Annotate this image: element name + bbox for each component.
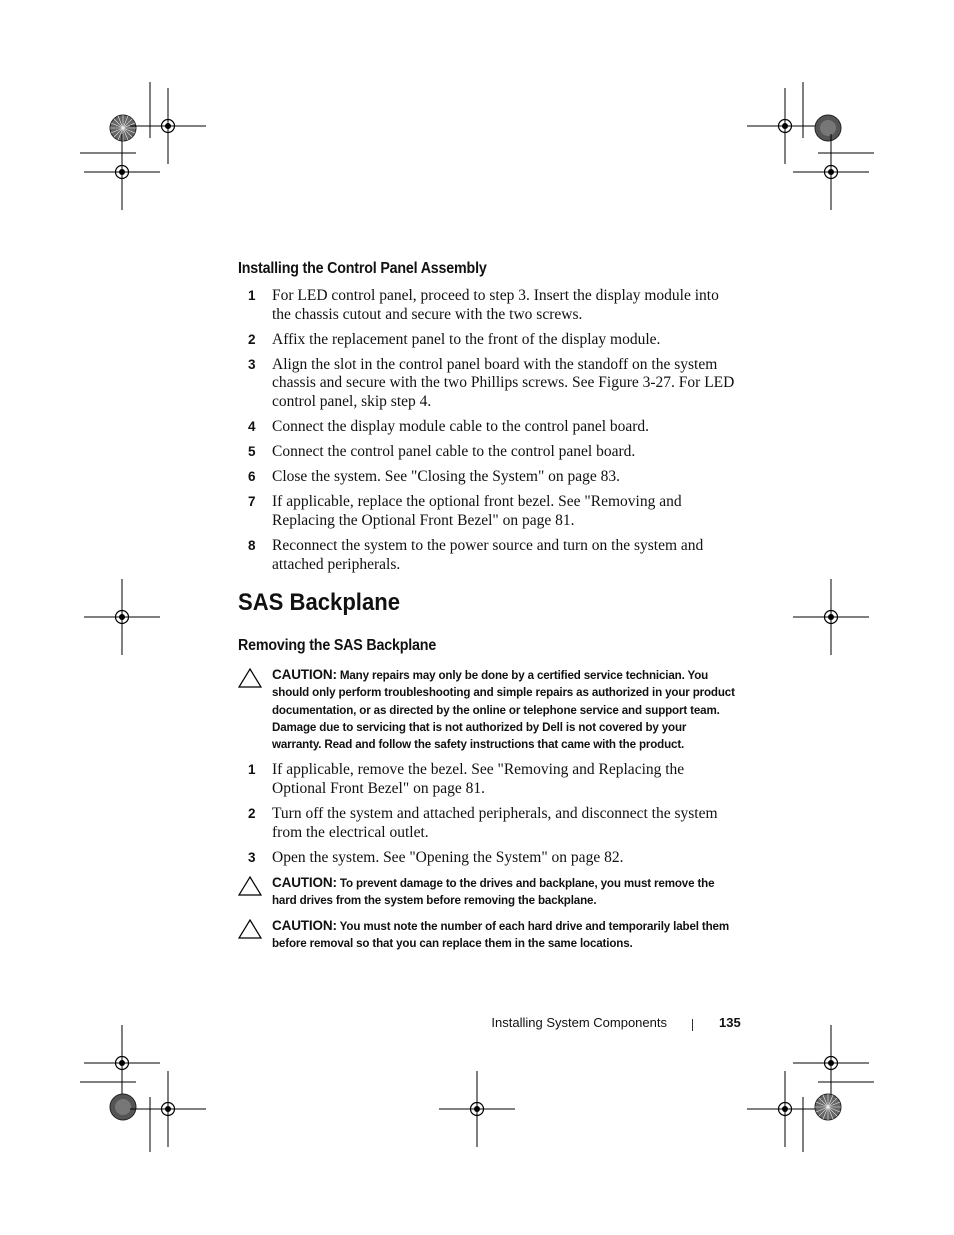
starburst-mark-icon bbox=[815, 115, 841, 141]
install-steps-list bbox=[238, 287, 738, 574]
list-item: 6 Close the system. See "Closing the System" on page 83. bbox=[248, 468, 621, 486]
starburst-mark-icon bbox=[110, 1094, 136, 1120]
footer-section-title: Installing System Components bbox=[491, 1015, 667, 1030]
caution-notice: CAUTION: Many repairs may only be done by a certified service technician. You should only perform troubleshooting and simple repairs as authorized in your product documentation, or as directed by the online or telephone service and support team. Damage due to servicing that is not authorized by Dell is not covered by your warranty. Read and follow the safety instructions that came with the product. bbox=[238, 666, 738, 753]
footer-separator bbox=[692, 1019, 693, 1031]
starburst-mark-icon bbox=[815, 1094, 841, 1120]
crosshair-mark-icon bbox=[84, 579, 160, 655]
caution-triangle-icon bbox=[238, 919, 262, 939]
list-item: 4 Connect the display module cable to the control panel board. bbox=[248, 418, 650, 436]
crosshair-mark-icon bbox=[130, 1071, 206, 1147]
caution-notice: CAUTION: You must note the number of each hard drive and temporarily label them before removal so that you can replace them in the same locations. bbox=[238, 917, 738, 952]
crosshair-mark-icon bbox=[793, 134, 869, 210]
list-item: 8 Reconnect the system to the power source and turn on the system and attached peripherals. bbox=[248, 536, 704, 573]
chapter-title: SAS Backplane bbox=[238, 589, 400, 617]
remove-steps-list bbox=[238, 761, 738, 867]
list-item: 3 Align the slot in the control panel board with the standoff on the system chassis and secure with the two Phillips screws. See Figure 3-27. For LED control panel, skip step 4. bbox=[248, 355, 735, 411]
crosshair-mark-icon bbox=[84, 134, 160, 210]
crosshair-mark-icon bbox=[439, 1071, 515, 1147]
section-heading-install: Installing the Control Panel Assembly bbox=[238, 260, 487, 277]
crosshair-mark-icon bbox=[747, 1071, 823, 1147]
crosshair-mark-icon bbox=[793, 579, 869, 655]
list-item: 3 Open the system. See "Opening the System" on page 82. bbox=[248, 848, 624, 866]
list-item: 7 If applicable, replace the optional front bezel. See "Removing and Replacing the Optional Front Bezel" on page 81. bbox=[248, 493, 682, 529]
caution-triangle-icon bbox=[238, 876, 262, 896]
section-heading-remove: Removing the SAS Backplane bbox=[238, 637, 437, 655]
list-item: 5 Connect the control panel cable to the control panel board. bbox=[248, 443, 636, 461]
crosshair-mark-icon bbox=[747, 88, 823, 164]
list-item: 2 Turn off the system and attached peripherals, and disconnect the system from the electrical outlet. bbox=[248, 804, 718, 841]
caution-triangle-icon bbox=[238, 668, 262, 688]
list-item: 2 Affix the replacement panel to the front of the display module. bbox=[248, 330, 661, 348]
starburst-mark-icon bbox=[110, 115, 136, 141]
crosshair-mark-icon bbox=[793, 1025, 869, 1101]
crosshair-mark-icon bbox=[84, 1025, 160, 1101]
list-item: 1 For LED control panel, proceed to step 3. Insert the display module into the chassis cutout and secure with the two screws. bbox=[248, 287, 719, 323]
caution-notice: CAUTION: To prevent damage to the drives and backplane, you must remove the hard drives from the system before removing the backplane. bbox=[238, 874, 738, 909]
crosshair-mark-icon bbox=[130, 88, 206, 164]
list-item: 1 If applicable, remove the bezel. See "Removing and Replacing the Optional Front Bezel" on page 81. bbox=[248, 761, 685, 797]
page-number: 135 bbox=[719, 1015, 741, 1030]
page-content bbox=[238, 258, 738, 960]
